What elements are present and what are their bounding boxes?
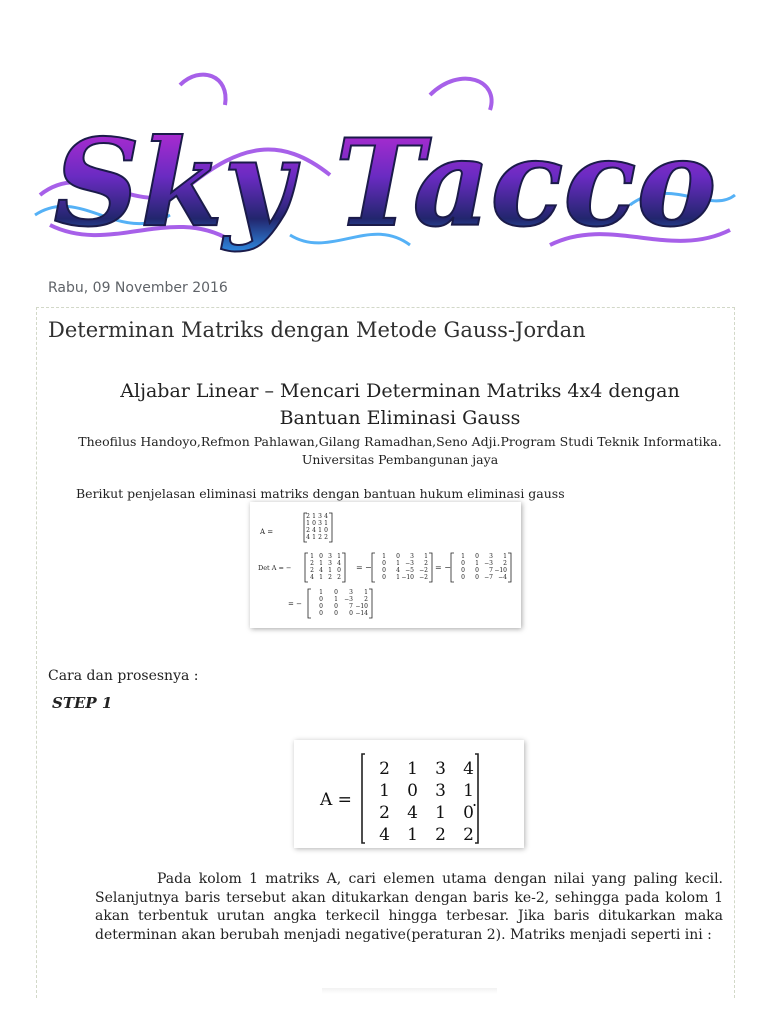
fig1-det-m3-cell: 3	[489, 553, 493, 560]
fig1-matrix-a-cell: 2	[318, 534, 322, 541]
fig1-det-m2-cell: 3	[410, 553, 414, 560]
fig1-result-cell: −3	[344, 596, 353, 603]
fig1-result-cell: 0	[334, 589, 338, 596]
matrix-a-figure	[294, 740, 524, 848]
fig1-det-m1-cell: 1	[319, 574, 323, 581]
fig1-det-m1-cell: 2	[337, 574, 341, 581]
fig1-det-m1-cell: 1	[337, 553, 341, 560]
fig1-det-m3-bracket-right	[508, 553, 511, 582]
fig1-matrix-a-cell: 4	[306, 534, 310, 541]
elimination-figure	[250, 502, 521, 628]
fig1-matrix-a-cell: 3	[318, 513, 322, 520]
fig1-result-cell: 1	[319, 589, 323, 596]
fig1-det-m1-cell: 1	[328, 567, 332, 574]
fig1-det-m1-cell: 1	[310, 553, 314, 560]
fig1-matrix-a-cell: 1	[312, 513, 316, 520]
process-label: Cara dan prosesnya :	[48, 668, 199, 684]
fig1-matrix-a-cell: 0	[324, 527, 328, 534]
fig1-minus-1: =	[356, 563, 363, 572]
fig1-det-m1-cell: 0	[319, 553, 323, 560]
intro-text: Berikut penjelasan eliminasi matriks dengan bantuan hukum eliminasi gauss	[76, 486, 565, 501]
fig2-matrix-cell: 1	[463, 781, 474, 801]
fig1-result-cell: −14	[355, 610, 368, 617]
fig1-det-m2-cell: −2	[419, 567, 428, 574]
post-subtitle: Aljabar Linear – Mencari Determinan Matriks 4x4 dengan Bantuan Eliminasi Gauss	[120, 380, 680, 429]
fig1-det-m2-cell: 4	[396, 567, 400, 574]
fig1-det-m3-cell: 0	[475, 567, 479, 574]
fig1-det-m2-cell: 2	[424, 560, 428, 567]
logo-text: Sky Tacco	[53, 113, 717, 254]
fig1-det-m1-cell: 4	[310, 574, 314, 581]
fig2-matrix-cell: 4	[463, 759, 474, 779]
fig2-matrix-cell: 1	[435, 803, 446, 823]
fig1-det-m2-cell: −3	[405, 560, 414, 567]
fig1-det-m3-cell: −7	[484, 574, 493, 581]
fig1-matrix-a	[304, 513, 332, 542]
fig1-result-bracket-right	[369, 589, 372, 618]
fig1-det-m2-cell: −2	[419, 574, 428, 581]
fig1-matrix-a-cell: 1	[306, 520, 310, 527]
fig1-matrix-a-cell: 0	[312, 520, 316, 527]
fig1-result-matrix	[308, 589, 372, 618]
fig1-det-m1-cell: 3	[328, 560, 332, 567]
fig2-matrix-cell: 3	[435, 759, 446, 779]
fig2-matrix-cell: 3	[435, 781, 446, 801]
fig1-result-cell: 0	[334, 603, 338, 610]
fig1-det-m1-cell: 0	[337, 567, 341, 574]
fig2-matrix-cell: 2	[463, 825, 474, 845]
fig1-det-m1-bracket-left	[305, 553, 308, 582]
post-title[interactable]: Determinan Matriks dengan Metode Gauss-Jordan	[48, 318, 586, 342]
fig1-det-m3-cell: 0	[461, 567, 465, 574]
next-figure-edge	[322, 988, 497, 994]
fig1-det-m3-cell: −3	[484, 560, 493, 567]
fig1-det-m3-cell: 7	[489, 567, 493, 574]
fig1-det-m2-bracket-right	[429, 553, 432, 582]
fig1-det-m3-cell: 0	[475, 553, 479, 560]
fig1-det-m2-cell: 1	[424, 553, 428, 560]
fig1-det-m1-cell: 3	[328, 553, 332, 560]
fig2-matrix-cell: 1	[379, 781, 390, 801]
fig1-det-m1-cell: 4	[319, 567, 323, 574]
fig1-det-m1-cell: 1	[319, 560, 323, 567]
fig1-det-m1-cell: 2	[328, 574, 332, 581]
fig1-result-cell: 1	[334, 596, 338, 603]
fig2-period: .	[472, 791, 478, 810]
fig1-matrix-a-cell: 3	[318, 520, 322, 527]
fig1-minus-1b: −	[365, 563, 372, 572]
fig1-result-cell: 0	[319, 596, 323, 603]
fig1-det-m2-cell: 1	[382, 553, 386, 560]
fig1-det-m3-cell: 0	[475, 574, 479, 581]
fig1-det-m1-bracket-right	[342, 553, 345, 582]
fig1-det-m3-cell: 1	[461, 553, 465, 560]
fig1-det-m1-cell: 2	[310, 560, 314, 567]
fig1-det-m2-cell: 1	[396, 574, 400, 581]
fig2-matrix-cell: 1	[407, 825, 418, 845]
fig1-label-det: Det A = −	[258, 564, 292, 572]
fig2-matrix	[362, 754, 478, 845]
fig1-label-a: A =	[260, 528, 274, 536]
fig1-matrix-a-cell: 2	[306, 513, 310, 520]
fig1-matrix-a-cell: 2	[306, 527, 310, 534]
fig2-label: A =	[320, 790, 352, 810]
fig2-matrix-cell: 4	[379, 825, 390, 845]
fig1-det-m1-cell: 2	[310, 567, 314, 574]
post-authors: Theofilus Handoyo,Refmon Pahlawan,Gilang Ramadhan,Seno Adji.Program Studi Teknik Informatika. Universitas Pembangunan jaya	[78, 434, 722, 467]
fig1-matrix-a-cell: 1	[312, 534, 316, 541]
fig1-det-m3-cell: 1	[503, 553, 507, 560]
fig1-result-cell: 7	[349, 603, 353, 610]
fig1-result-cell: 0	[319, 610, 323, 617]
fig1-det-m3-bracket-left	[451, 553, 454, 582]
fig1-result-cell: −10	[355, 603, 368, 610]
fig1-det-m3-cell: 0	[461, 574, 465, 581]
fig2-matrix-bracket-left	[362, 754, 365, 843]
fig1-matrix-a-cell: 4	[324, 513, 328, 520]
post-date: Rabu, 09 November 2016	[48, 280, 228, 296]
fig1-matrix-a-cell: 4	[312, 527, 316, 534]
fig1-det-m2-cell: −5	[405, 567, 414, 574]
fig1-det-m2-bracket-left	[372, 553, 375, 582]
fig2-matrix-cell: 4	[407, 803, 418, 823]
fig1-det-matrix-1	[305, 553, 345, 582]
blog-header-logo[interactable]	[30, 55, 740, 270]
fig2-matrix-cell: 1	[407, 759, 418, 779]
fig1-det-m3-cell: 0	[461, 560, 465, 567]
fig2-matrix-cell: 2	[379, 803, 390, 823]
fig1-det-m3-cell: 2	[503, 560, 507, 567]
fig1-matrix-a-cell: 1	[324, 520, 328, 527]
fig1-det-m2-cell: 0	[382, 560, 386, 567]
fig1-det-m2-cell: 1	[396, 560, 400, 567]
fig1-det-m2-cell: 0	[396, 553, 400, 560]
fig1-det-m2-cell: −10	[401, 574, 414, 581]
fig1-det-m2-cell: 0	[382, 574, 386, 581]
fig1-det-m1-cell: 4	[337, 560, 341, 567]
fig2-matrix-cell: 0	[407, 781, 418, 801]
fig1-matrix-a-bracket-right	[329, 513, 332, 542]
fig1-det-m3-cell: −4	[498, 574, 507, 581]
fig1-result-cell: 0	[334, 610, 338, 617]
fig1-minus-2: = −	[435, 563, 451, 572]
step1-paragraph: Pada kolom 1 matriks A, cari elemen utama dengan nilai yang paling kecil. Selanjutnya baris tersebut akan ditukarkan dengan baris ke-2, sehingga pada kolom 1 akan terbentuk urutan angka terkecil hingga terbesar. Jika baris ditukarkan maka determinan akan berubah menjadi negative(peraturan 2). Matriks menjadi seperti ini :	[95, 871, 723, 943]
fig1-result-cell: 2	[364, 596, 368, 603]
fig1-det-m3-cell: 1	[475, 560, 479, 567]
fig1-det-matrix-2	[372, 553, 432, 582]
fig1-result-cell: 0	[349, 610, 353, 617]
step-heading: STEP 1	[52, 694, 113, 712]
fig2-matrix-cell: 0	[463, 803, 474, 823]
fig2-matrix-cell: 2	[435, 825, 446, 845]
fig1-matrix-a-cell: 2	[324, 534, 328, 541]
fig1-det-m3-cell: −10	[494, 567, 507, 574]
fig1-result-cell: 3	[349, 589, 353, 596]
fig1-result-cell: 1	[364, 589, 368, 596]
fig1-result-bracket-left	[308, 589, 311, 618]
fig2-matrix-cell: 2	[379, 759, 390, 779]
fig1-label-eq: = −	[288, 600, 302, 608]
fig1-result-cell: 0	[319, 603, 323, 610]
fig1-matrix-a-cell: 1	[318, 527, 322, 534]
fig1-det-matrix-3	[451, 553, 511, 582]
fig1-det-m2-cell: 0	[382, 567, 386, 574]
